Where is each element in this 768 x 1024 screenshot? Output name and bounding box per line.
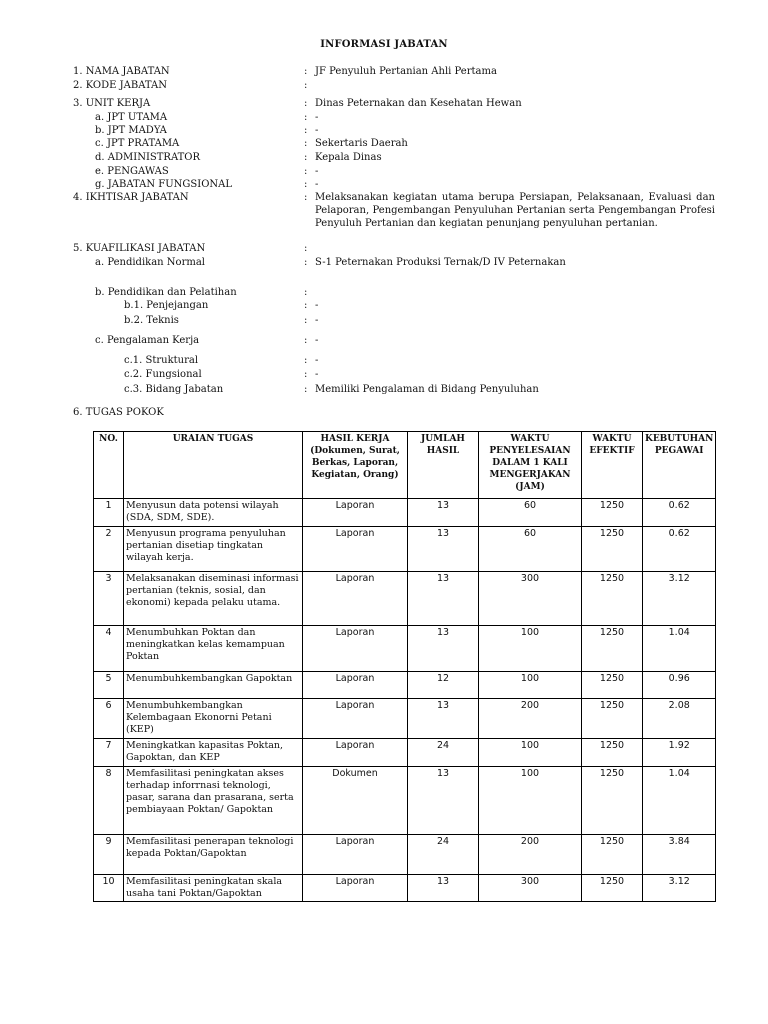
document-title: INFORMASI JABATAN	[320, 39, 448, 50]
cell-jumlah: 13	[408, 527, 479, 572]
cell-waktu: 100	[479, 739, 582, 767]
header-no: NO.	[94, 432, 124, 499]
field-label: b. Pendidikan dan Pelatihan	[95, 287, 237, 298]
field-value: Kepala Dinas	[315, 152, 382, 163]
cell-kebutuhan: 1.92	[643, 739, 716, 767]
cell-hasil: Laporan	[303, 875, 408, 902]
cell-uraian: Menumbuhkembangkan Gapoktan	[124, 672, 303, 699]
field-value: -	[315, 315, 319, 326]
cell-jumlah: 13	[408, 572, 479, 626]
cell-waktu: 300	[479, 875, 582, 902]
header-kebutuhan-pegawai: KEBUTUHAN PEGAWAI	[643, 432, 716, 499]
cell-uraian: Memfasilitasi penerapan teknologi kepada Poktan/Gapoktan	[124, 835, 303, 875]
field-value: -	[315, 179, 319, 190]
cell-jumlah: 13	[408, 499, 479, 527]
cell-waktu: 60	[479, 499, 582, 527]
cell-waktu: 200	[479, 699, 582, 739]
field-colon: :	[304, 257, 308, 268]
table-row	[94, 835, 716, 875]
cell-hasil: Laporan	[303, 527, 408, 572]
cell-uraian: Menyusun programa penyuluhan pertanian disetiap tingkatan wilayah kerja.	[124, 527, 303, 572]
field-colon: :	[304, 287, 308, 298]
cell-waktu: 100	[479, 672, 582, 699]
cell-no: 9	[94, 835, 124, 875]
cell-hasil: Laporan	[303, 626, 408, 672]
cell-waktu: 100	[479, 767, 582, 835]
field-colon: :	[304, 355, 308, 366]
cell-kebutuhan: 1.04	[643, 626, 716, 672]
field-label: c.1. Struktural	[124, 355, 199, 366]
field-value: -	[315, 125, 319, 136]
header-uraian-tugas: URAIAN TUGAS	[124, 432, 303, 499]
cell-efektif: 1250	[582, 767, 643, 835]
field-colon: :	[304, 192, 308, 203]
field-label: b.1. Penjejangan	[124, 300, 209, 311]
field-colon: :	[304, 138, 308, 149]
field-label: c.2. Fungsional	[124, 369, 202, 380]
cell-no: 4	[94, 626, 124, 672]
cell-hasil: Laporan	[303, 499, 408, 527]
field-label: 3. UNIT KERJA	[73, 98, 151, 109]
cell-no: 2	[94, 527, 124, 572]
cell-efektif: 1250	[582, 875, 643, 902]
field-label: 4. IKHTISAR JABATAN	[73, 192, 189, 203]
section-tugas-pokok: 6. TUGAS POKOK	[73, 407, 164, 418]
table-row	[94, 626, 716, 672]
header-waktu-efektif: WAKTU EFEKTIF	[582, 432, 643, 499]
cell-hasil: Laporan	[303, 835, 408, 875]
table-row	[94, 672, 716, 699]
field-label: g. JABATAN FUNGSIONAL	[95, 179, 233, 190]
header-waktu-penyelesaian: WAKTU PENYELESAIAN DALAM 1 KALI MENGERJAKAN (JAM)	[479, 432, 582, 499]
table-header-row	[94, 432, 716, 499]
cell-efektif: 1250	[582, 572, 643, 626]
cell-jumlah: 13	[408, 626, 479, 672]
field-label: a. JPT UTAMA	[95, 112, 168, 123]
field-colon: :	[304, 315, 308, 326]
field-label: 2. KODE JABATAN	[73, 80, 167, 91]
cell-kebutuhan: 3.12	[643, 572, 716, 626]
table-row	[94, 767, 716, 835]
field-colon: :	[304, 335, 308, 346]
header-jumlah-hasil: JUMLAH HASIL	[408, 432, 479, 499]
field-label: b. JPT MADYA	[95, 125, 167, 136]
field-colon: :	[304, 384, 308, 395]
tugas-pokok-table	[93, 431, 716, 902]
table-row	[94, 499, 716, 527]
field-label: e. PENGAWAS	[95, 166, 169, 177]
cell-kebutuhan: 3.12	[643, 875, 716, 902]
cell-efektif: 1250	[582, 626, 643, 672]
field-colon: :	[304, 300, 308, 311]
table-row	[94, 739, 716, 767]
field-value: Sekertaris Daerah	[315, 138, 408, 149]
cell-uraian: Memfasilitasi peningkatan skala usaha tani Poktan/Gapoktan	[124, 875, 303, 902]
cell-hasil: Laporan	[303, 572, 408, 626]
cell-kebutuhan: 3.84	[643, 835, 716, 875]
field-colon: :	[304, 369, 308, 380]
cell-waktu: 100	[479, 626, 582, 672]
field-label: c. JPT PRATAMA	[95, 138, 180, 149]
cell-no: 7	[94, 739, 124, 767]
field-label: 5. KUAFILIKASI JABATAN	[73, 243, 206, 254]
field-value: Memiliki Pengalaman di Bidang Penyuluhan	[315, 384, 539, 395]
cell-jumlah: 24	[408, 835, 479, 875]
field-label: c.3. Bidang Jabatan	[124, 384, 224, 395]
field-value: -	[315, 369, 319, 380]
cell-kebutuhan: 0.62	[643, 499, 716, 527]
field-colon: :	[304, 66, 308, 77]
cell-uraian: Meningkatkan kapasitas Poktan, Gapoktan, dan KEP	[124, 739, 303, 767]
cell-hasil: Laporan	[303, 672, 408, 699]
table-row	[94, 699, 716, 739]
cell-jumlah: 13	[408, 699, 479, 739]
field-value: Dinas Peternakan dan Kesehatan Hewan	[315, 98, 522, 109]
cell-waktu: 60	[479, 527, 582, 572]
field-value: JF Penyuluh Pertanian Ahli Pertama	[315, 66, 497, 77]
header-hasil-kerja: HASIL KERJA (Dokumen, Surat, Berkas, Laporan, Kegiatan, Orang)	[303, 432, 408, 499]
table-row	[94, 572, 716, 626]
cell-waktu: 300	[479, 572, 582, 626]
cell-kebutuhan: 1.04	[643, 767, 716, 835]
field-value: Melaksanakan kegiatan utama berupa Persiapan, Pelaksanaan, Evaluasi dan Pelaporan, Pengembangan Penyuluhan Pertanian serta Pengembangan Profesi Penyuluh Pertanian dan kegiatan penunjang penyuluhan pertanian.	[315, 192, 715, 229]
field-colon: :	[304, 179, 308, 190]
cell-jumlah: 13	[408, 875, 479, 902]
cell-hasil: Dokumen	[303, 767, 408, 835]
cell-jumlah: 13	[408, 767, 479, 835]
field-value: S-1 Peternakan Produksi Ternak/D IV Peternakan	[315, 257, 566, 268]
field-value: -	[315, 355, 319, 366]
cell-efektif: 1250	[582, 499, 643, 527]
field-value: -	[315, 335, 319, 346]
cell-kebutuhan: 0.96	[643, 672, 716, 699]
field-label: b.2. Teknis	[124, 315, 179, 326]
cell-efektif: 1250	[582, 699, 643, 739]
field-value: -	[315, 166, 319, 177]
field-label: a. Pendidikan Normal	[95, 257, 205, 268]
table-row	[94, 527, 716, 572]
cell-uraian: Menyusun data potensi wilayah (SDA, SDM, SDE).	[124, 499, 303, 527]
cell-jumlah: 12	[408, 672, 479, 699]
cell-no: 8	[94, 767, 124, 835]
cell-no: 3	[94, 572, 124, 626]
field-value: -	[315, 112, 319, 123]
cell-uraian: Memfasilitasi peningkatan akses terhadap inforrnasi teknologi, pasar, sarana dan prasarana, serta pembiayaan Poktan/ Gapoktan	[124, 767, 303, 835]
cell-no: 5	[94, 672, 124, 699]
field-value: -	[315, 300, 319, 311]
cell-no: 1	[94, 499, 124, 527]
field-colon: :	[304, 98, 308, 109]
cell-uraian: Menumbuhkan Poktan dan meningkatkan kelas kemampuan Poktan	[124, 626, 303, 672]
cell-efektif: 1250	[582, 527, 643, 572]
cell-uraian: Melaksanakan diseminasi informasi pertanian (teknis, sosial, dan ekonomi) kepada pelaku utama.	[124, 572, 303, 626]
field-colon: :	[304, 243, 308, 254]
cell-kebutuhan: 2.08	[643, 699, 716, 739]
table-row	[94, 875, 716, 902]
cell-efektif: 1250	[582, 672, 643, 699]
field-colon: :	[304, 80, 308, 91]
cell-no: 10	[94, 875, 124, 902]
field-colon: :	[304, 125, 308, 136]
cell-hasil: Laporan	[303, 739, 408, 767]
field-label: d. ADMINISTRATOR	[95, 152, 201, 163]
cell-waktu: 200	[479, 835, 582, 875]
field-colon: :	[304, 152, 308, 163]
cell-uraian: Menumbuhkembangkan Kelembagaan Ekonorni Petani (KEP)	[124, 699, 303, 739]
cell-kebutuhan: 0.62	[643, 527, 716, 572]
cell-efektif: 1250	[582, 835, 643, 875]
field-colon: :	[304, 112, 308, 123]
cell-efektif: 1250	[582, 739, 643, 767]
field-label: c. Pengalaman Kerja	[95, 335, 200, 346]
cell-jumlah: 24	[408, 739, 479, 767]
field-colon: :	[304, 166, 308, 177]
cell-hasil: Laporan	[303, 699, 408, 739]
cell-no: 6	[94, 699, 124, 739]
field-label: 1. NAMA JABATAN	[73, 66, 170, 77]
